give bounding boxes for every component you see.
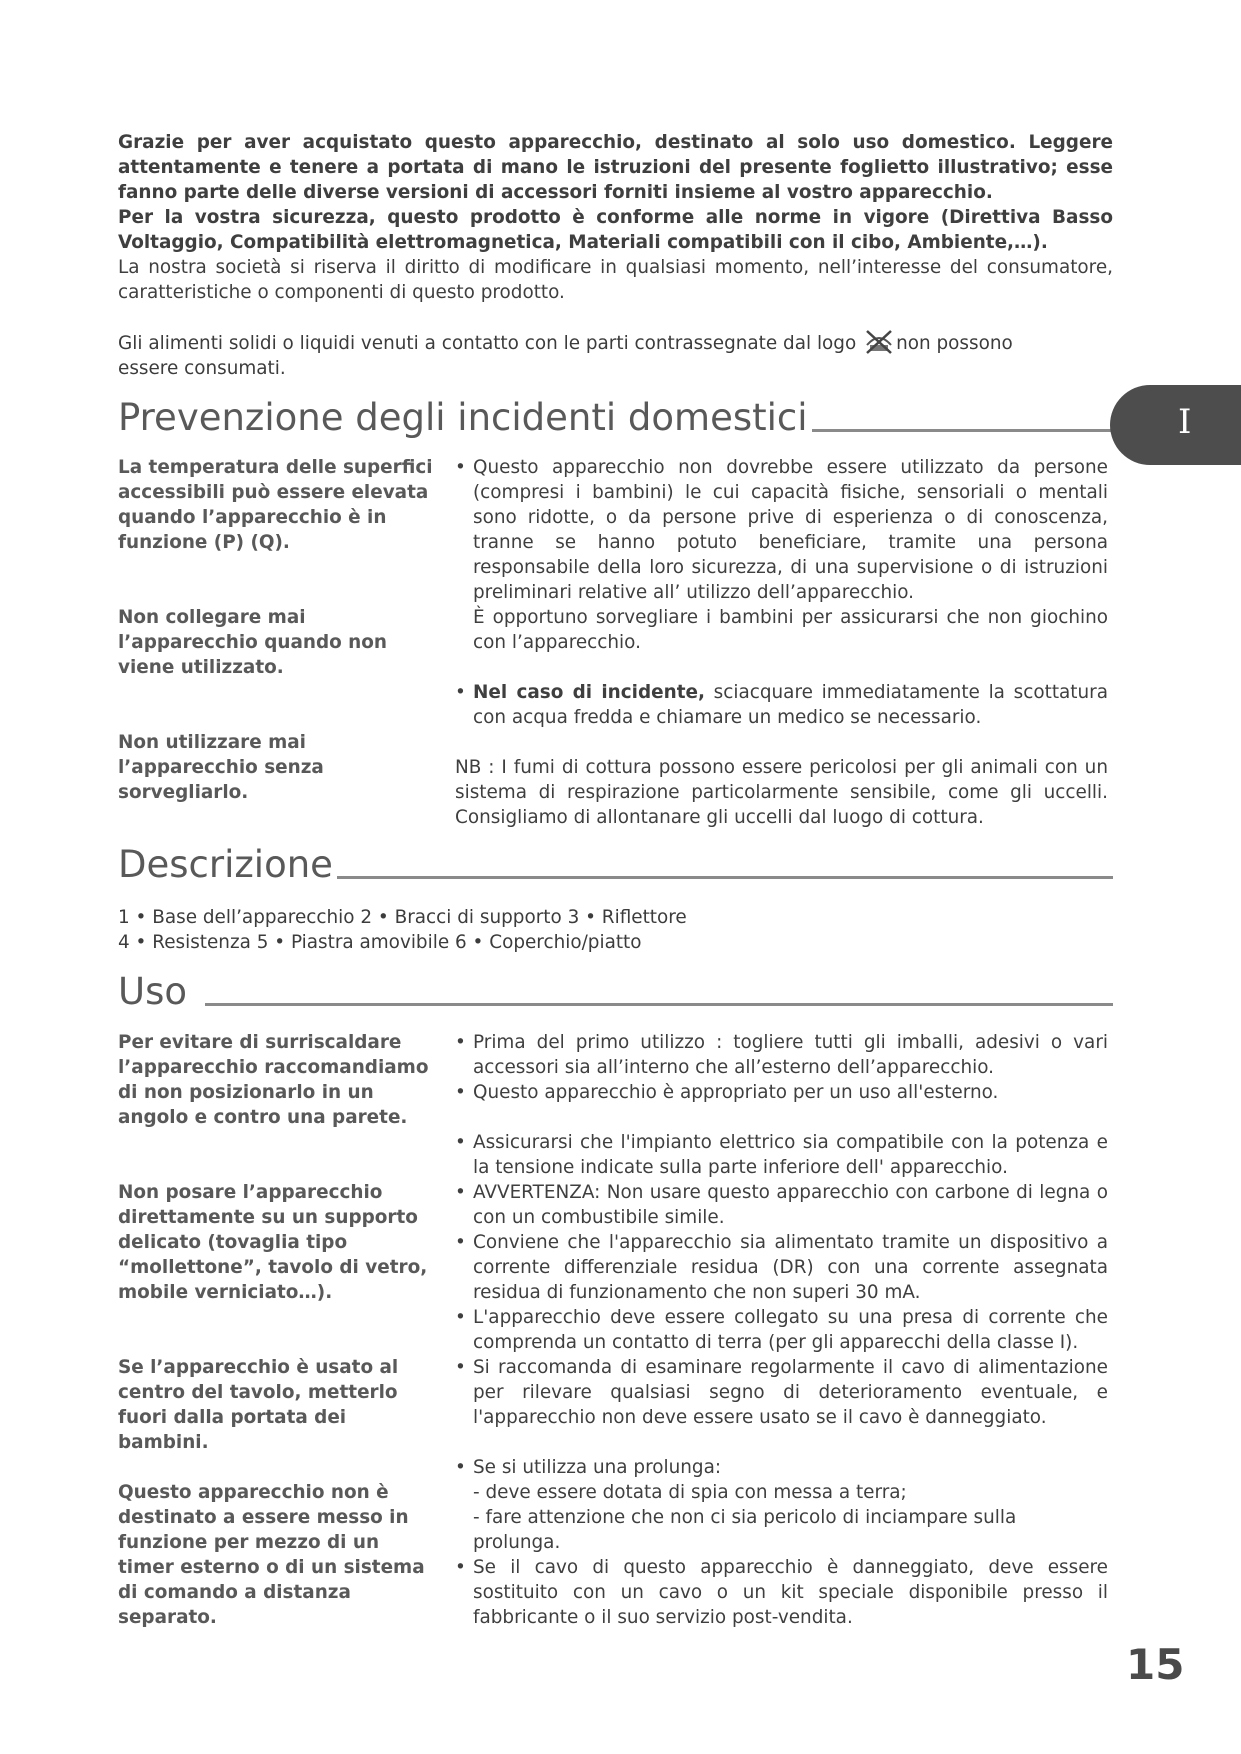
language-tab [1110,385,1241,465]
list-item: • Questo apparecchio è appropriato per un uso all'esterno. [455,1082,999,1103]
intro-block [118,130,1113,305]
description-line-2: 4 • Resistenza 5 • Piastra amovibile 6 • Coperchio/piatto [118,932,642,953]
side-note-6: Se l’apparecchio è usato al centro del tavolo, metterlo fuori dalla portata dei bambini. [118,1357,399,1453]
bullet-text: L'apparecchio deve essere collegato su una presa di corrente che comprenda un contatto di terra (per gli apparecchi della classe I). [473,1307,1108,1353]
list-item: • Se si utilizza una prolunga: [455,1457,722,1478]
prevention-content [455,455,1108,830]
description-line-1: 1 • Base dell’apparecchio 2 • Bracci di supporto 3 • Riflettore [118,907,687,928]
list-item: • Si raccomanda di esaminare regolarmente il cavo di alimentazione per rilevare qualsiasi segno di deterioramento eventuale, e l'apparecchio non deve essere usato se il cavo è danneggiato. [455,1357,1108,1428]
list-item: • Prima del primo utilizzo : togliere tutti gli imballi, adesivi o vari accessori sia all’interno che all’esterno dell’apparecchio. [455,1032,1108,1078]
intro-paragraph-3: La nostra società si riserva il diritto di modificare in qualsiasi momento, nell’interesse del consumatore, caratteristiche o componenti di questo prodotto. [118,257,1113,303]
language-tab-label: I [1178,402,1192,442]
intro-paragraph-2: Per la vostra sicurezza, questo prodotto è conforme alle norme in vigore (Direttiva Basso Voltaggio, Compatibilità elettromagnetica, Materiali compatibili con il cibo, Ambiente,…). [118,207,1113,253]
section-title-use: Uso [118,970,187,1013]
bullet-text: Questo apparecchio non dovrebbe essere utilizzato da persone (compresi i bambini) le cui capacità fisiche, sensoriali o mentali sono ridotte, o da persone prive di esperienza o di conoscenza, tranne se hanno potuto beneficiare, tramite una persona responsabile della loro sicurezza, di una supervisione o di istruzioni preliminari relative all’ utilizzo dell’apparecchio. [473,457,1108,603]
list-item: • Conviene che l'apparecchio sia alimentato tramite un dispositivo a corrente differenziale residua (DR) con una corrente assegnata residua di funzionamento che non superi 30 mA. [455,1232,1108,1303]
section-heading-use [118,970,1113,1014]
page-number: 15 [1126,1640,1185,1689]
sub-item: - fare attenzione che non ci sia pericolo di inciampare sulla prolunga. [473,1507,1017,1553]
side-note-4: Per evitare di surriscaldare l’apparecchio raccomandiamo di non posizionarlo in un angolo e contro una parete. [118,1032,429,1128]
bullet-text: Se il cavo di questo apparecchio è danneggiato, deve essere sostituito con un cavo o un kit speciale disponibile presso il fabbricante o il suo servizio post-vendita. [473,1557,1108,1628]
list-item-extra: È opportuno sorvegliare i bambini per assicurarsi che non giochino con l’apparecchio. [473,607,1108,653]
use-content [455,1030,1108,1630]
logo-notice-text-end: non possono essere consumati. [118,333,1013,379]
section-heading-prevention [118,396,1113,440]
list-item: • Nel caso di incidente, sciacquare immediatamente la scottatura con acqua fredda e chiamare un medico se necessario. [455,682,1108,728]
section-title-prevention: Prevenzione degli incidenti domestici [118,396,808,439]
side-note-3: Non utilizzare mai l’apparecchio senza sorvegliarlo. [118,732,324,803]
heading-rule [812,429,1113,432]
side-note-7: Questo apparecchio non è destinato a essere messo in funzione per mezzo di un timer esterno o di un sistema di comando a distanza separato. [118,1482,425,1628]
bullet-text: Se si utilizza una prolunga: [473,1457,722,1478]
bullet-text: Si raccomanda di esaminare regolarmente il cavo di alimentazione per rilevare qualsiasi segno di deterioramento eventuale, e l'apparecchio non deve essere usato se il cavo è danneggiato. [473,1357,1108,1428]
heading-rule [337,876,1113,879]
section-title-description: Descrizione [118,843,333,886]
bullet-text: Prima del primo utilizzo : togliere tutti gli imballi, adesivi o vari accessori sia all’interno che all’esterno dell’apparecchio. [473,1032,1108,1078]
side-note-2: Non collegare mai l’apparecchio quando non viene utilizzato. [118,607,387,678]
side-note-5: Non posare l’apparecchio direttamente su un supporto delicato (tovaglia tipo “mollettone”, tavolo di vetro, mobile verniciato…). [118,1182,428,1303]
list-item: • L'apparecchio deve essere collegato su una presa di corrente che comprenda un contatto di terra (per gli apparecchi della classe I). [455,1307,1108,1353]
list-item: • AVVERTENZA: Non usare questo apparecchio con carbone di legna o con un combustibile simile. [455,1182,1108,1228]
bullet-text: Conviene che l'apparecchio sia alimentato tramite un dispositivo a corrente differenziale residua (DR) con una corrente assegnata residua di funzionamento che non superi 30 mA. [473,1232,1108,1303]
bullet-text: Assicurarsi che l'impianto elettrico sia compatibile con la potenza e la tensione indicate sulla parte inferiore dell' apparecchio. [473,1132,1108,1178]
heading-rule [205,1003,1113,1006]
bullet-text: Questo apparecchio è appropriato per un uso all'esterno. [473,1082,999,1103]
description-list [118,905,818,955]
section-heading-description [118,843,1113,887]
bullet-bold-text: Nel caso di incidente, [473,682,705,703]
sub-item: - deve essere dotata di spia con messa a terra; [473,1482,907,1503]
list-item: • Se il cavo di questo apparecchio è danneggiato, deve essere sostituito con un cavo o un kit speciale disponibile presso il fabbricante o il suo servizio post-vendita. [455,1557,1108,1628]
list-item: • Assicurarsi che l'impianto elettrico sia compatibile con la potenza e la tensione indicate sulla parte inferiore dell' apparecchio. [455,1132,1108,1178]
bullet-text: AVVERTENZA: Non usare questo apparecchio con carbone di legna o con un combustibile simile. [473,1182,1108,1228]
list-item: • Questo apparecchio non dovrebbe essere utilizzato da persone (compresi i bambini) le cui capacità fisiche, sensoriali o mentali sono ridotte, o da persone prive di esperienza o di conoscenza, tranne se hanno potuto beneficiare, tramite una persona responsabile della loro sicurezza, di una supervisione o di istruzioni preliminari relative all’ utilizzo dell’apparecchio. [455,457,1108,603]
side-note-1: La temperatura delle superfici accessibili può essere elevata quando l’apparecchio è in funzione (P) (Q). [118,457,433,553]
logo-notice [118,329,1078,381]
bullet-text: sciacquare immediatamente la scottatura con acqua fredda e chiamare un medico se necessario. [473,682,1108,728]
logo-notice-text: Gli alimenti solidi o liquidi venuti a contatto con le parti contrassegnate dal logo [118,333,863,354]
not-food-safe-icon [864,329,894,355]
nb-note: NB : I fumi di cottura possono essere pericolosi per gli animali con un sistema di respirazione particolarmente sensibile, come gli uccelli. Consigliamo di allontanare gli uccelli dal luogo di cottura. [455,757,1108,828]
intro-paragraph-1: Grazie per aver acquistato questo apparecchio, destinato al solo uso domestico. Leggere attentamente e tenere a portata di mano le istruzioni del presente foglietto illustrativo; esse fanno parte delle diverse versioni di accessori forniti insieme al vostro apparecchio. [118,132,1113,203]
